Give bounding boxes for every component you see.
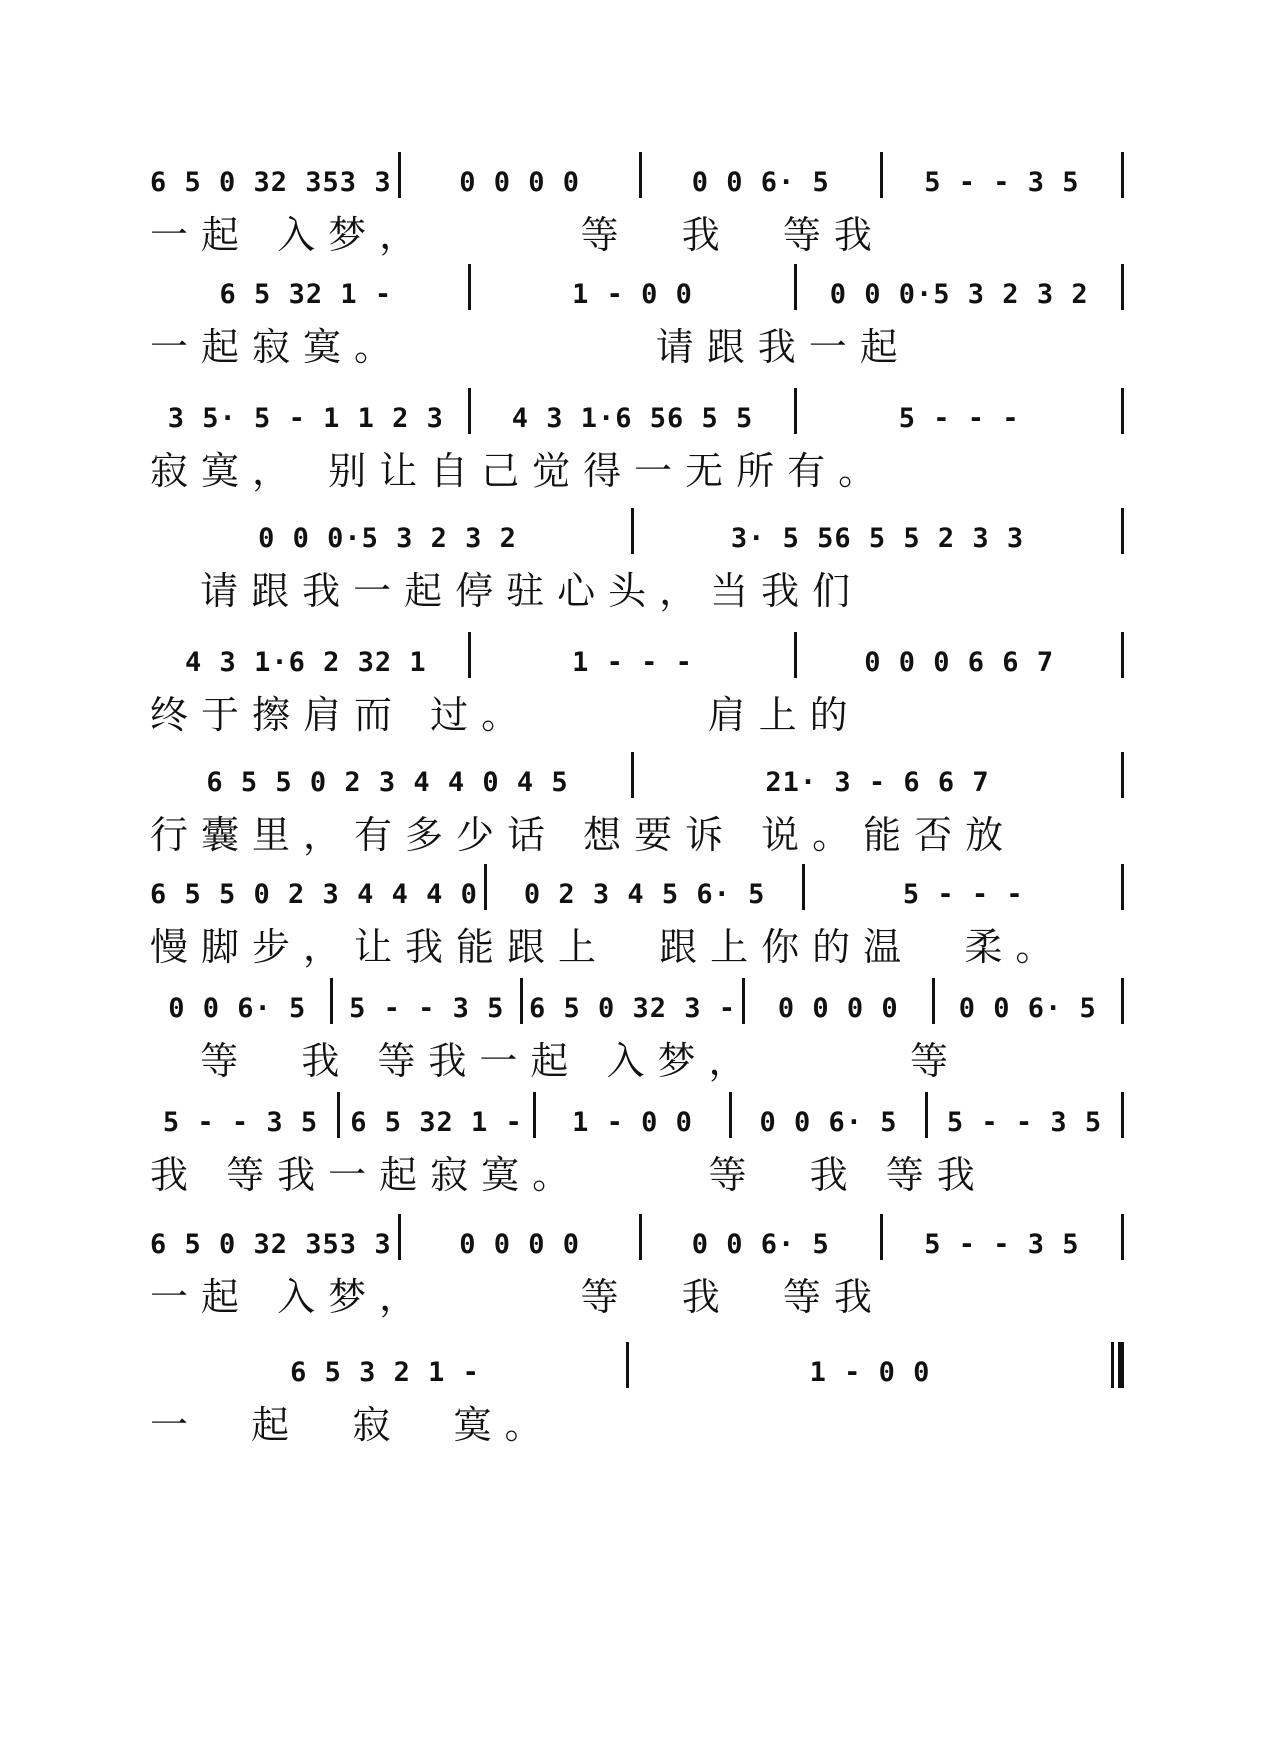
barline (1121, 388, 1124, 434)
score-system (150, 150, 1130, 270)
barline (1121, 1214, 1124, 1260)
lyrics-line: 一 起 寂 寞。 (150, 1403, 556, 1447)
barline (1121, 752, 1124, 798)
measure: 4 3 1·6 56 5 5 (511, 403, 754, 434)
measure: 0 0 0·5 3 2 3 2 (829, 279, 1089, 310)
barline (1121, 632, 1124, 678)
lyrics-line: 一起 入梦， 等 我 等我 (150, 1275, 885, 1319)
measure: 1 - 0 0 (809, 1357, 931, 1388)
measure: 6 5 32 1 - (219, 279, 393, 310)
barline (468, 388, 471, 434)
notation-row (150, 386, 1130, 434)
measure: 0 0 0·5 3 2 3 2 (258, 523, 517, 554)
measure: 5 - - - (898, 403, 1020, 434)
measure: 0 0 6· 5 (691, 167, 830, 198)
measure: 6 5 0 32 3 - (528, 993, 737, 1024)
measure: 0 0 0 0 (459, 167, 581, 198)
measure: 5 - - 3 5 (946, 1107, 1103, 1138)
barline (330, 978, 333, 1024)
score-system (150, 750, 1130, 870)
barline (794, 264, 797, 310)
score-system (150, 976, 1130, 1096)
measure: 6 5 5 0 2 3 4 4 4 0 (150, 879, 478, 910)
measure: 1 - 0 0 (572, 1107, 693, 1138)
measure: 0 0 6· 5 (958, 993, 1097, 1024)
notation-row (150, 506, 1130, 554)
measure: 6 5 5 0 2 3 4 4 0 4 5 (206, 767, 569, 798)
barline (337, 1092, 340, 1138)
barline (1121, 1092, 1124, 1138)
barline (794, 388, 797, 434)
measure: 5 - - 3 5 (924, 167, 1080, 198)
lyrics-line: 等 我 等我一起 入梦， 等 (150, 1039, 961, 1083)
barline (468, 632, 471, 678)
score-system (150, 506, 1130, 626)
measure: 0 0 6· 5 (168, 993, 307, 1024)
lyrics-line: 终于擦肩而 过。 肩上的 (150, 693, 861, 737)
barline (802, 864, 805, 910)
final-barline (1111, 1342, 1124, 1388)
barline (398, 1214, 401, 1260)
barline (398, 152, 401, 198)
measure: 0 0 0 0 (459, 1229, 581, 1260)
notation-row (150, 1340, 1130, 1388)
barline (631, 752, 634, 798)
notation-row (150, 150, 1130, 198)
measure: 5 - - 3 5 (924, 1229, 1080, 1260)
measure: 0 0 6· 5 (691, 1229, 830, 1260)
measure: 5 - - - (902, 879, 1024, 910)
barline (925, 1092, 928, 1138)
notation-row (150, 630, 1130, 678)
lyrics-line: 请跟我一起停驻心头，当我们 (150, 569, 864, 613)
notation-row (150, 750, 1130, 798)
notation-row (150, 1090, 1130, 1138)
measure: 0 2 3 4 5 6· 5 (523, 879, 766, 910)
measure: 6 5 0 32 353 3 (150, 1229, 392, 1260)
notation-row (150, 862, 1130, 910)
measure: 6 5 32 1 - (350, 1107, 523, 1138)
score-system (150, 1212, 1130, 1332)
score-system (150, 262, 1130, 382)
measure: 0 0 6· 5 (759, 1107, 898, 1138)
measure: 21· 3 - 6 6 7 (765, 767, 990, 798)
barline (1121, 152, 1124, 198)
barline (1121, 264, 1124, 310)
lyrics-line: 行囊里，有多少话 想要诉 说。能否放 (150, 813, 1017, 857)
measure: 1 - 0 0 (572, 279, 693, 310)
lyrics-line: 慢脚步，让我能跟上 跟上你的温 柔。 (150, 925, 1067, 969)
notation-row (150, 262, 1130, 310)
barline (484, 864, 487, 910)
lyrics-line: 一起寂寞。 请跟我一起 (150, 325, 911, 369)
barline (1121, 978, 1124, 1024)
score-system (150, 1090, 1130, 1210)
barline (729, 1092, 732, 1138)
score-system (150, 862, 1130, 982)
barline (880, 152, 883, 198)
barline (631, 508, 634, 554)
measure: 0 0 0 0 (777, 993, 899, 1024)
measure: 0 0 0 6 6 7 (864, 647, 1055, 678)
measure: 3· 5 56 5 5 2 3 3 (730, 523, 1025, 554)
barline (1121, 864, 1124, 910)
lyrics-line: 寂寞， 别让自己觉得一无所有。 (150, 449, 890, 493)
barline (639, 1214, 642, 1260)
barline (794, 632, 797, 678)
barline (520, 978, 523, 1024)
notation-row (150, 976, 1130, 1024)
barline (533, 1092, 536, 1138)
lyrics-line: 我 等我一起寂寞。 等 我 等我 (150, 1153, 988, 1197)
measure: 4 3 1·6 2 32 1 (185, 647, 427, 678)
measure: 6 5 3 2 1 - (290, 1357, 480, 1388)
barline (468, 264, 471, 310)
measure: 5 - - 3 5 (162, 1107, 319, 1138)
measure: 1 - - - (572, 647, 693, 678)
lyrics-line: 一起 入梦， 等 我 等我 (150, 213, 885, 257)
barline (932, 978, 935, 1024)
barline (626, 1342, 629, 1388)
barline (639, 152, 642, 198)
measure: 3 5· 5 - 1 1 2 3 (167, 403, 444, 434)
measure: 6 5 0 32 353 3 (150, 167, 392, 198)
score-system (150, 630, 1130, 750)
score-system (150, 1340, 1130, 1460)
barline (742, 978, 745, 1024)
score-system (150, 386, 1130, 506)
barline (880, 1214, 883, 1260)
barline (1121, 508, 1124, 554)
notation-row (150, 1212, 1130, 1260)
measure: 5 - - 3 5 (349, 993, 505, 1024)
